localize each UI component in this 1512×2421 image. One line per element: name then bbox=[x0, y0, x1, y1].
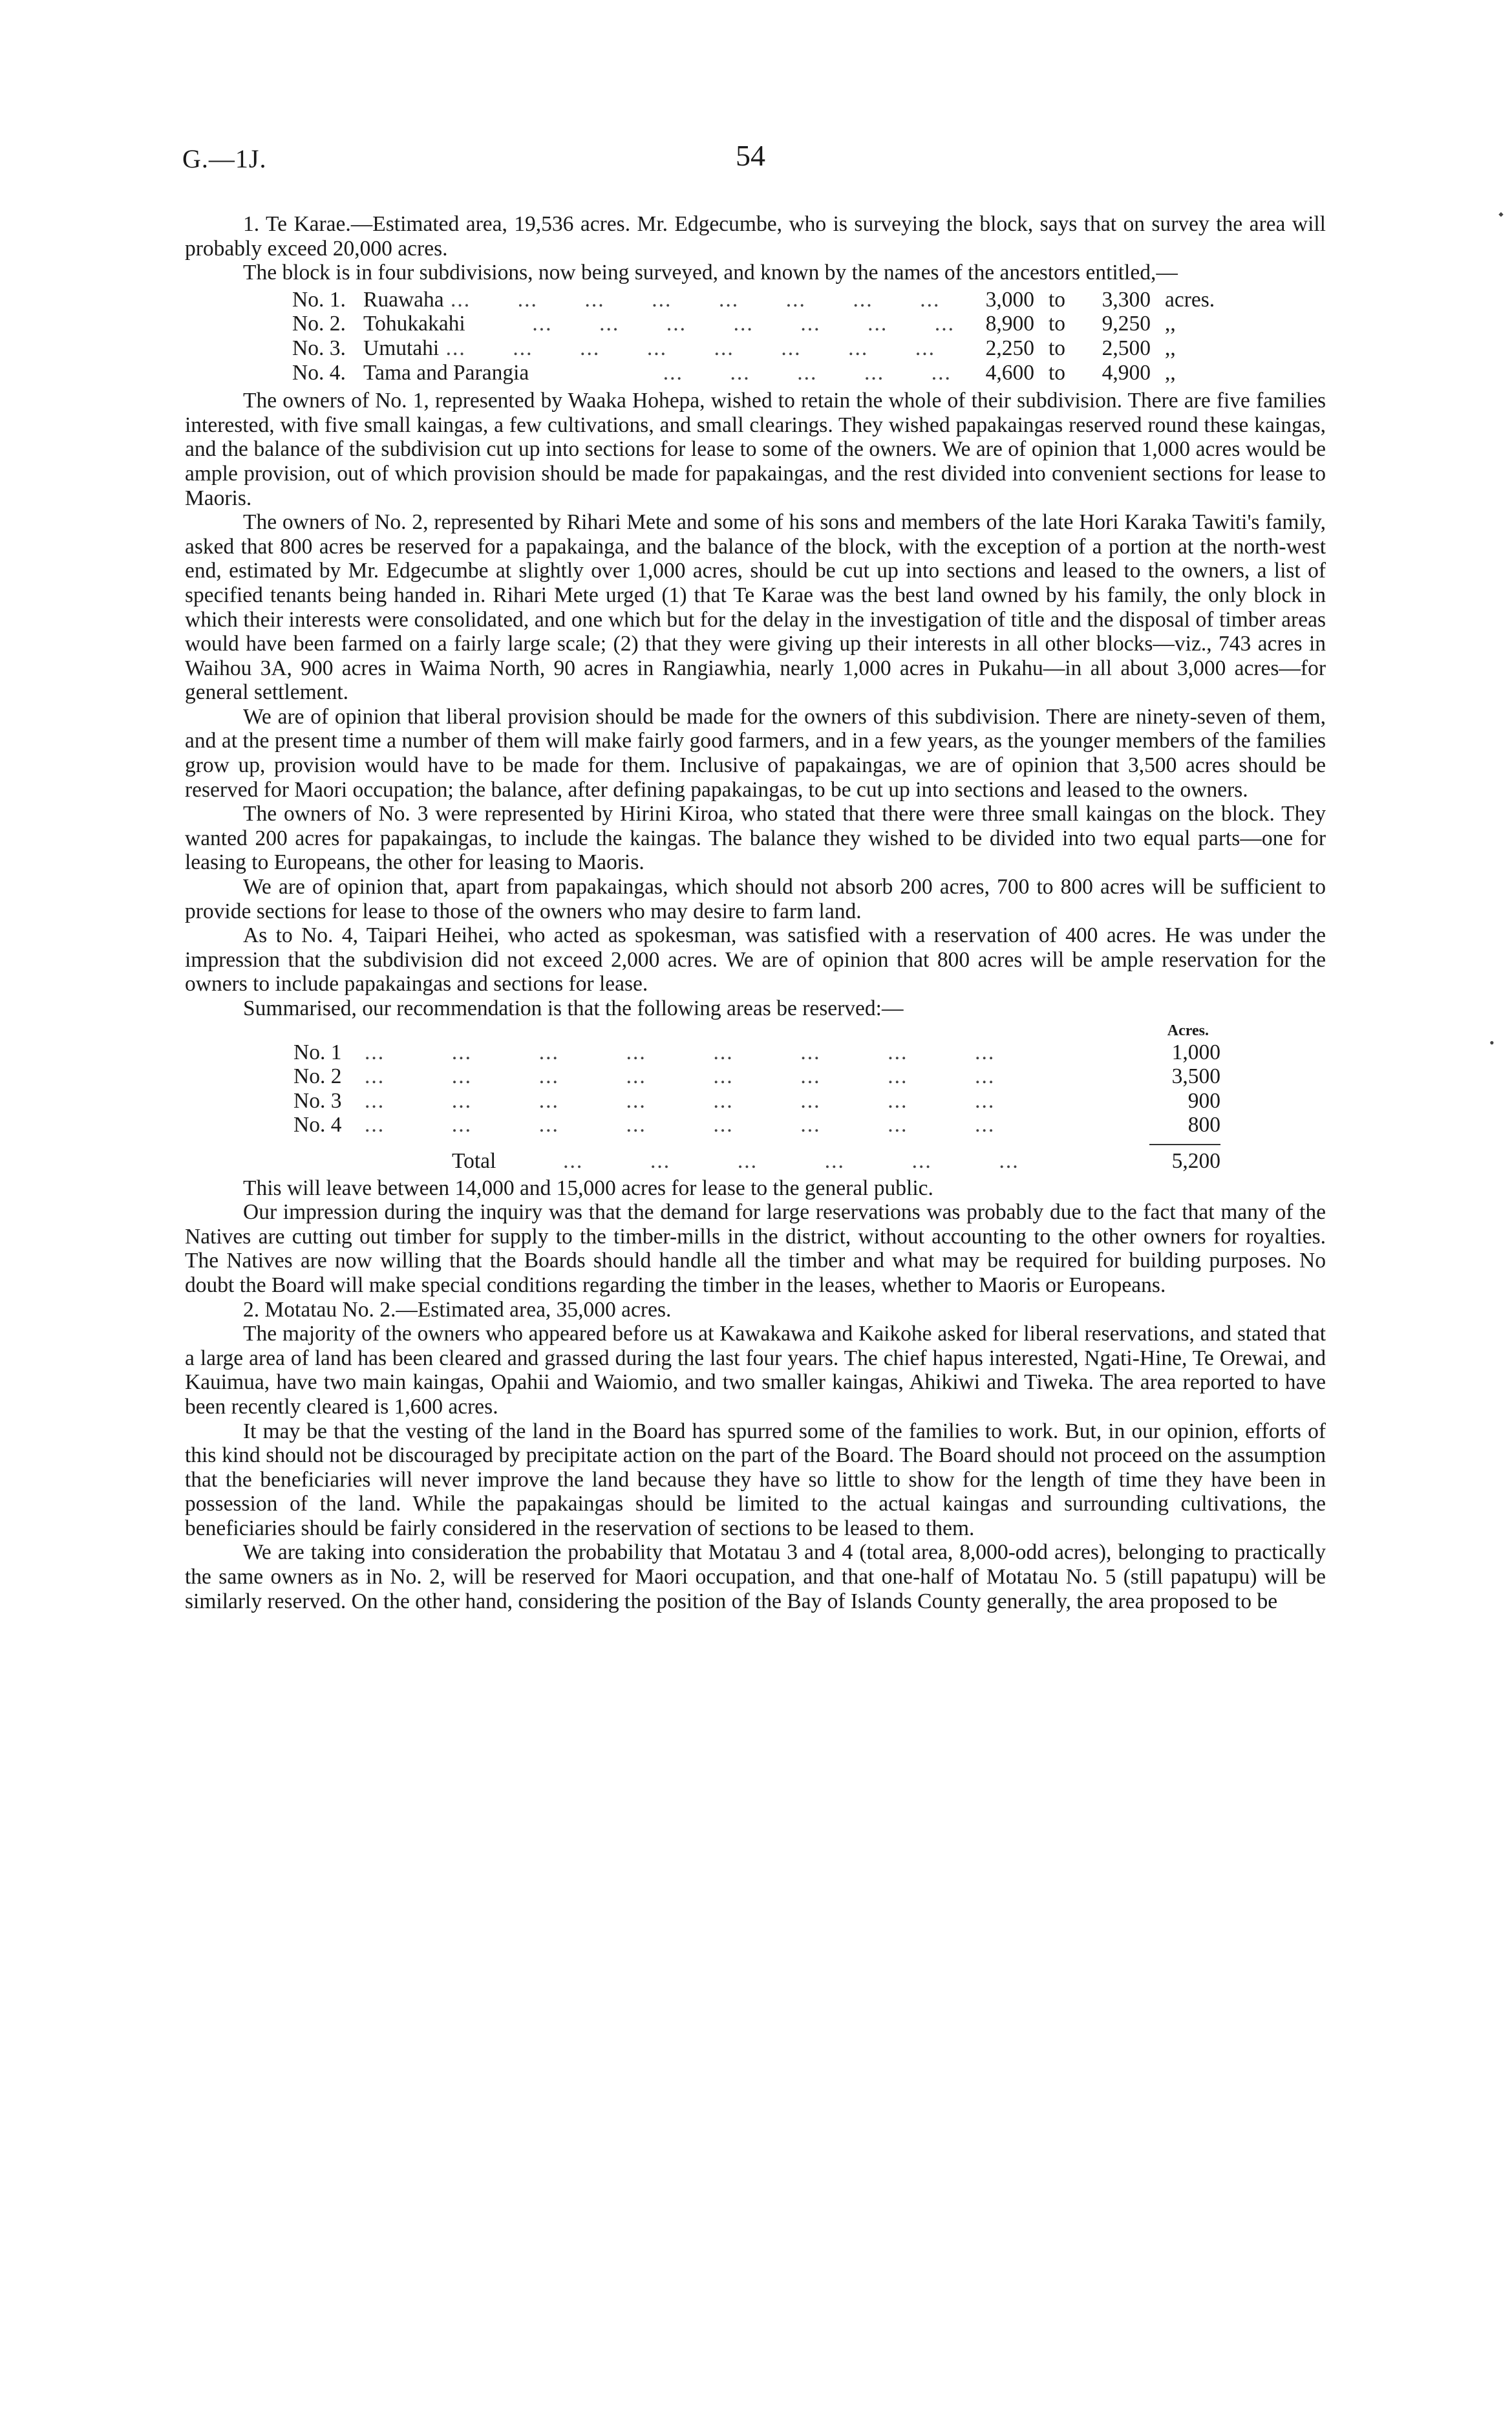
paragraph: We are of opinion that, apart from papakaingas, which should not absorb 200 acres, 700 to 800 acres will be sufficient to provide sections for lease to those of the owners who may desire to farm land. bbox=[185, 875, 1326, 923]
margin-mark: ⬩ bbox=[1498, 206, 1504, 222]
area-to-word: to bbox=[1048, 287, 1066, 312]
area-unit: ,, bbox=[1165, 312, 1176, 336]
summary-row bbox=[293, 1089, 1220, 1114]
leader-dots: ... ... ... ... ... ... ... ... bbox=[365, 1064, 996, 1089]
leader-dots: ... ... ... ... ... ... ... bbox=[465, 312, 955, 336]
paragraph: 1. Te Karae.—Estimated area, 19,536 acres. Mr. Edgecumbe, who is surveying the block, says that on survey the area will probably exceed 20,000 acres. bbox=[185, 212, 1326, 261]
paragraph: The owners of No. 2, represented by Rihari Mete and some of his sons and members of the late Hori Karaka Tawiti's family, asked that 800 acres be reserved for a papakainga, and the balance of the block, with the exception of a portion at the north-west end, estimated by Mr. Edgecumbe at slightly over 1,000 acres, should be cut up into sections and leased to the owners, a list of specified tenants being handed in. Rihari Mete urged (1) that Te Karae was the best land owned by his family, the only block in which their interests were consolidated, and one which but for the delay in the investigation of title and the disposal of timber areas would have been farmed on a fairly large scale; (2) that they were giving up their interests in all other blocks—viz., 743 acres in Waihou 3A, 900 acres in Waima North, 90 acres in Rangiawhia, nearly 1,000 acres in Pukahu—in all about 3,000 acres—for general settlement. bbox=[185, 510, 1326, 705]
summary-value: 900 bbox=[1187, 1088, 1220, 1113]
total-rule bbox=[1149, 1144, 1220, 1145]
subdivision-name-cell bbox=[363, 312, 963, 336]
paragraph: The owners of No. 1, represented by Waaka Hohepa, wished to retain the whole of their subdivision. There are five families interested, with five small kaingas, a few cultivations, and small clearings. They wished papakaingas reserved round these kaingas, and the balance of the subdivision cut up into sections for lease to some of the owners. We are of opinion that 1,000 acres would be ample provision, out of which provision should be made for papakaingas, and the rest divided into convenient sections for lease to Maoris. bbox=[185, 389, 1326, 510]
paragraph: 2. Motatau No. 2.—Estimated area, 35,000 acres. bbox=[243, 1297, 672, 1322]
summary-label: No. 2 bbox=[293, 1064, 342, 1089]
subdivision-name: Tama and Parangia bbox=[363, 360, 529, 385]
subdivision-name-cell bbox=[363, 361, 963, 385]
paragraph: The owners of No. 3 were represented by Hirini Kiroa, who stated that there were three small kaingas on the block. They wanted 200 acres for papakaingas, to include the kaingas. The balance they wished to be divided into two equal parts—one for leasing to Europeans, the other for leasing to Maoris. bbox=[185, 802, 1326, 875]
subdivision-row bbox=[292, 288, 1242, 312]
subdivision-number: No. 2. bbox=[292, 312, 346, 336]
summary-total-row bbox=[293, 1149, 1220, 1174]
document-body bbox=[185, 212, 1326, 1613]
summary-label: No. 3 bbox=[293, 1088, 342, 1113]
summary-total-label: Total bbox=[452, 1148, 496, 1173]
subdivision-list bbox=[292, 288, 1242, 385]
subdivision-name: Tohukakahi bbox=[363, 312, 465, 336]
paragraph: Summarised, our recommendation is that the following areas be reserved:— bbox=[243, 996, 904, 1020]
summary-value: 1,000 bbox=[1171, 1040, 1220, 1064]
area-unit: ,, bbox=[1165, 336, 1176, 360]
subdivision-row bbox=[292, 312, 1242, 336]
leader-dots: ... ... ... ... ... bbox=[529, 360, 952, 385]
paragraph: The majority of the owners who appeared before us at Kawakawa and Kaikohe asked for liberal reservations, and stated that a large area of land has been cleared and grassed during the last four years. The chief hapus interested, Ngati-Hine, Te Orewai, and Kauimua, have two main kaingas, Opahii and Waiomio, and two smaller kaingas, Ahikiwi and Tiweka. The area reported to have been recently cleared is 1,600 acres. bbox=[185, 1322, 1326, 1419]
area-upto: 3,300 bbox=[1102, 287, 1151, 312]
paragraph: Our impression during the inquiry was that the demand for large reservations was probably due to the fact that many of the Natives are cutting out timber for supply to the timber-mills in the district, without accounting to the other owners for royalties. The Natives are now willing that the Boards should handle all the timber and what may be required for building purposes. No doubt the Board will make special conditions regarding the timber in the leases, whether to Maoris or Europeans. bbox=[185, 1200, 1326, 1297]
paragraph: We are of opinion that liberal provision should be made for the owners of this subdivision. There are ninety-seven of them, and at the present time a number of them will make fairly good farmers, and in a few years, as the younger members of the families grow up, provision would have to be made for them. Inclusive of papakaingas, we are of opinion that 3,500 acres should be reserved for Maori occupation; the balance, after defining papakaingas, to be cut up into sections and leased to the owners. bbox=[185, 704, 1326, 802]
area-from: 2,250 bbox=[985, 336, 1034, 360]
area-to-word: to bbox=[1048, 312, 1066, 336]
leader-dots: ... ... ... ... ... ... ... ... bbox=[365, 1088, 996, 1113]
subdivision-number: No. 1. bbox=[292, 287, 346, 312]
page-header bbox=[0, 139, 1512, 182]
paragraph: It may be that the vesting of the land in the Board has spurred some of the families to work. But, in our opinion, efforts of this kind should not be discouraged by precipitate action on the part of the Board. The Board should not proceed on the assumption that the beneficiaries will never improve the land because they have so little to show for the length of time they have been in possession of the land. While the papakaingas should be limited to the actual kaingas and surrounding cultivations, the beneficiaries should be fairly considered in the reservation of sections to be leased to them. bbox=[185, 1419, 1326, 1540]
area-upto: 2,500 bbox=[1102, 336, 1151, 360]
paragraph: This will leave between 14,000 and 15,000 acres for lease to the general public. bbox=[243, 1176, 933, 1200]
area-unit: acres. bbox=[1165, 287, 1215, 312]
leader-dots: ... ... ... ... ... ... ... ... bbox=[443, 287, 941, 312]
paragraph: As to No. 4, Taipari Heihei, who acted as spokesman, was satisfied with a reservation of 400 acres. He was under the impression that the subdivision did not exceed 2,000 acres. We are of opinion that 800 acres will be ample reservation for the owners to include papakaingas and sections for lease. bbox=[185, 923, 1326, 996]
margin-mark: • bbox=[1489, 1035, 1495, 1051]
area-from: 4,600 bbox=[985, 360, 1034, 385]
area-to-word: to bbox=[1048, 336, 1066, 360]
area-unit: ,, bbox=[1165, 360, 1176, 385]
document-reference: G.—1J. bbox=[182, 144, 267, 173]
subdivision-name: Umutahi bbox=[363, 336, 440, 360]
summary-row bbox=[293, 1113, 1220, 1137]
summary-row bbox=[293, 1040, 1220, 1065]
subdivision-name-cell bbox=[363, 288, 963, 312]
summary-label: No. 4 bbox=[293, 1113, 342, 1137]
area-upto: 9,250 bbox=[1102, 312, 1151, 336]
summary-value: 3,500 bbox=[1171, 1064, 1220, 1089]
summary-label: No. 1 bbox=[293, 1040, 342, 1064]
leader-dots: ... ... ... ... ... ... ... ... bbox=[365, 1040, 996, 1064]
subdivision-number: No. 4. bbox=[292, 360, 346, 385]
subdivision-name: Ruawaha bbox=[363, 287, 444, 312]
summary-row bbox=[293, 1064, 1220, 1089]
summary-value: 800 bbox=[1187, 1113, 1220, 1137]
leader-dots: ... ... ... ... ... ... ... ... bbox=[439, 336, 935, 360]
leader-dots: ... ... ... ... ... ... ... ... bbox=[365, 1113, 996, 1137]
area-from: 3,000 bbox=[985, 287, 1034, 312]
area-upto: 4,900 bbox=[1102, 360, 1151, 385]
summary-column-header: Acres. bbox=[1167, 1022, 1209, 1039]
subdivision-name-cell bbox=[363, 336, 963, 361]
area-to-word: to bbox=[1048, 360, 1066, 385]
paragraph: The block is in four subdivisions, now being surveyed, and known by the names of the ancestors entitled,— bbox=[243, 261, 1178, 285]
paragraph: We are taking into consideration the probability that Motatau 3 and 4 (total area, 8,000-odd acres), belonging to practically the same owners as in No. 2, will be reserved for Maori occupation, and that one-half of Motatau No. 5 (still papatupu) will be similarly reserved. On the other hand, considering the position of the Bay of Islands County generally, the area proposed to be bbox=[185, 1540, 1326, 1613]
page-number: 54 bbox=[736, 139, 765, 172]
summary-total-value: 5,200 bbox=[1171, 1148, 1220, 1173]
subdivision-row bbox=[292, 336, 1242, 361]
subdivision-number: No. 3. bbox=[292, 336, 346, 360]
leader-dots: ... ... ... ... ... ... bbox=[496, 1148, 1019, 1173]
subdivision-row bbox=[292, 361, 1242, 385]
area-from: 8,900 bbox=[985, 312, 1034, 336]
summary-table bbox=[293, 1021, 1220, 1174]
